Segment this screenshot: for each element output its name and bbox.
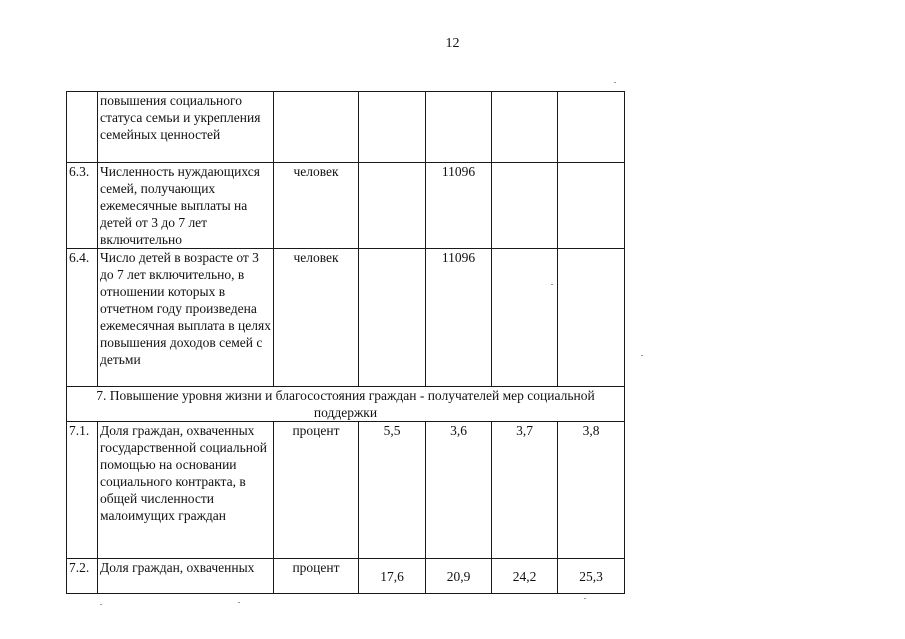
table-row (67, 249, 625, 387)
row-number: 6.3. (67, 163, 98, 249)
table-row (67, 422, 625, 559)
value-cell: 11096 (426, 163, 492, 249)
value-cell (426, 92, 492, 163)
scan-speck (614, 82, 616, 83)
value-cell (492, 249, 558, 387)
indicator-name: повышения социального статуса семьи и укрепления семейных ценностей (98, 92, 274, 163)
indicator-name: Число детей в возрасте от 3 до 7 лет включительно, в отношении которых в отчетном году произведена ежемесячная выплата в целях повышения доходов семей с детьми (98, 249, 274, 387)
row-number: 7.2. (67, 559, 98, 594)
table-row (67, 559, 625, 594)
value-cell (359, 163, 426, 249)
value-cell: 5,5 (359, 422, 426, 559)
scan-speck (238, 602, 240, 603)
unit: человек (274, 163, 359, 249)
value-cell: 3,8 (558, 422, 625, 559)
value-cell (359, 92, 426, 163)
scan-speck (641, 355, 643, 356)
page-number: 12 (445, 36, 460, 51)
value-cell (492, 92, 558, 163)
value-cell (558, 249, 625, 387)
row-number (67, 92, 98, 163)
indicator-name: Численность нуждающихся семей, получающих ежемесячные выплаты на детей от 3 до 7 лет включительно (98, 163, 274, 249)
scan-speck (584, 598, 586, 599)
indicator-name: Доля граждан, охваченных государственной социальной помощью на основании социального контракта, в общей численности малоимущих граждан (98, 422, 274, 559)
indicators-table (66, 91, 625, 594)
section-heading: 7. Повышение уровня жизни и благосостояния граждан - получателей мер социальной поддержки (67, 387, 625, 422)
unit: процент (274, 422, 359, 559)
value-cell: 17,6 (359, 559, 426, 594)
value-cell (558, 163, 625, 249)
section-row (67, 387, 625, 422)
table-row (67, 163, 625, 249)
value-cell (492, 163, 558, 249)
value-cell: 20,9 (426, 559, 492, 594)
unit (274, 92, 359, 163)
value-cell (359, 249, 426, 387)
value-cell: 24,2 (492, 559, 558, 594)
scan-speck (551, 284, 553, 285)
value-cell: 3,6 (426, 422, 492, 559)
value-cell: 3,7 (492, 422, 558, 559)
indicator-name: Доля граждан, охваченных (98, 559, 274, 594)
table-row (67, 92, 625, 163)
row-number: 6.4. (67, 249, 98, 387)
row-number: 7.1. (67, 422, 98, 559)
value-cell: 25,3 (558, 559, 625, 594)
unit: процент (274, 559, 359, 594)
value-cell: 11096 (426, 249, 492, 387)
value-cell (558, 92, 625, 163)
scan-speck (100, 604, 102, 605)
unit: человек (274, 249, 359, 387)
